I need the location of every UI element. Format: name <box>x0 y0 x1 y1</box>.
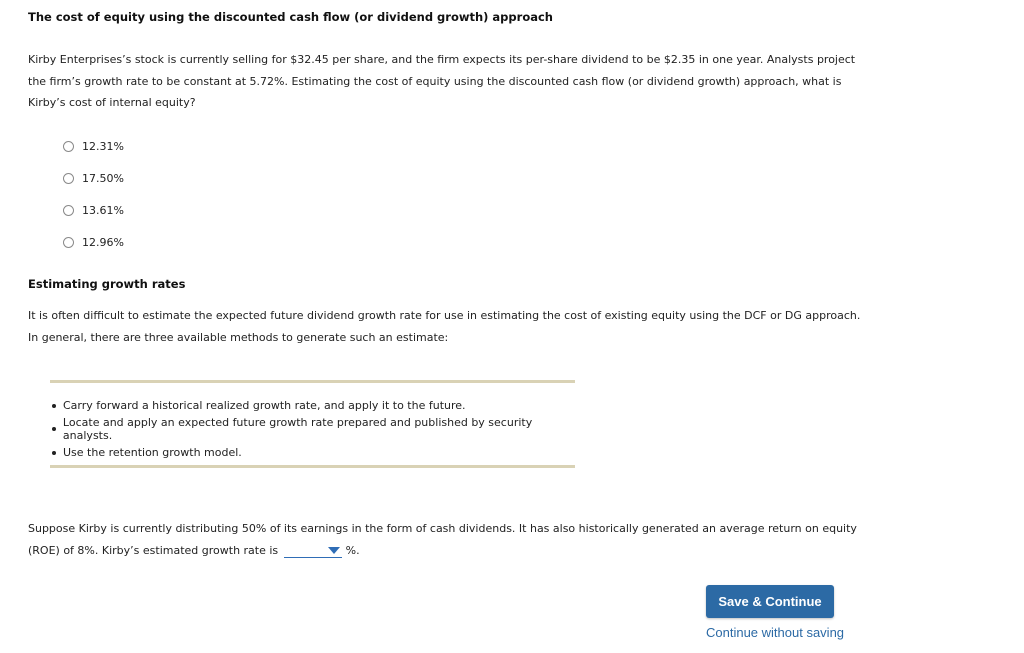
bullet-icon <box>52 404 56 408</box>
method-text: Locate and apply an expected future growth rate prepared and published by security analysts. <box>62 416 533 443</box>
option-4[interactable] <box>63 226 124 258</box>
question-title: The cost of equity using the discounted cash flow (or dividend growth) approach <box>28 10 553 24</box>
option-label: 13.61% <box>82 203 124 217</box>
radio-button[interactable] <box>63 141 74 152</box>
method-text: Use the retention growth model. <box>63 446 242 460</box>
option-1[interactable] <box>63 130 124 162</box>
percent-suffix: %. <box>345 543 360 557</box>
growth-rate-dropdown[interactable] <box>284 543 342 558</box>
option-label: 12.31% <box>82 139 124 153</box>
option-label: 12.96% <box>82 235 124 249</box>
question-prompt: Kirby Enterprises’s stock is currently selling for $32.45 per share, and the firm expects its per-share dividend to be $2.35 in one year. Analysts project the firm’s growth rate to be constant at 5.72%. Estimating the cost of equity using the discounted cash flow (or dividend growth) approach, what is Kirby’s cost of internal equity? <box>28 53 856 109</box>
list-item <box>50 418 575 442</box>
methods-box <box>50 380 575 468</box>
growth-question <box>28 518 868 561</box>
radio-button[interactable] <box>63 173 74 184</box>
bullet-icon <box>52 451 56 455</box>
section-intro: It is often difficult to estimate the expected future dividend growth rate for use in estimating the cost of existing equity using the DCF or DG approach. In general, there are three available methods to generate such an estimate: <box>28 309 861 344</box>
growth-question-text: Suppose Kirby is currently distributing 50% of its earnings in the form of cash dividends. It has also historically generated an average return on equity (ROE) of 8%. Kirby’s estimated growth rate is <box>28 522 857 557</box>
option-2[interactable] <box>63 162 124 194</box>
list-item <box>50 394 575 418</box>
bullet-icon <box>52 427 56 431</box>
radio-button[interactable] <box>63 205 74 216</box>
radio-button[interactable] <box>63 237 74 248</box>
answer-options <box>63 130 124 258</box>
chevron-down-icon <box>328 547 340 554</box>
section-title: Estimating growth rates <box>28 277 186 291</box>
methods-list <box>50 394 575 465</box>
option-3[interactable] <box>63 194 124 226</box>
continue-without-saving-link[interactable]: Continue without saving <box>706 625 845 640</box>
list-item <box>50 441 575 465</box>
save-continue-button[interactable]: Save & Continue <box>706 585 834 618</box>
method-text: Carry forward a historical realized growth rate, and apply it to the future. <box>63 399 466 413</box>
option-label: 17.50% <box>82 171 124 185</box>
